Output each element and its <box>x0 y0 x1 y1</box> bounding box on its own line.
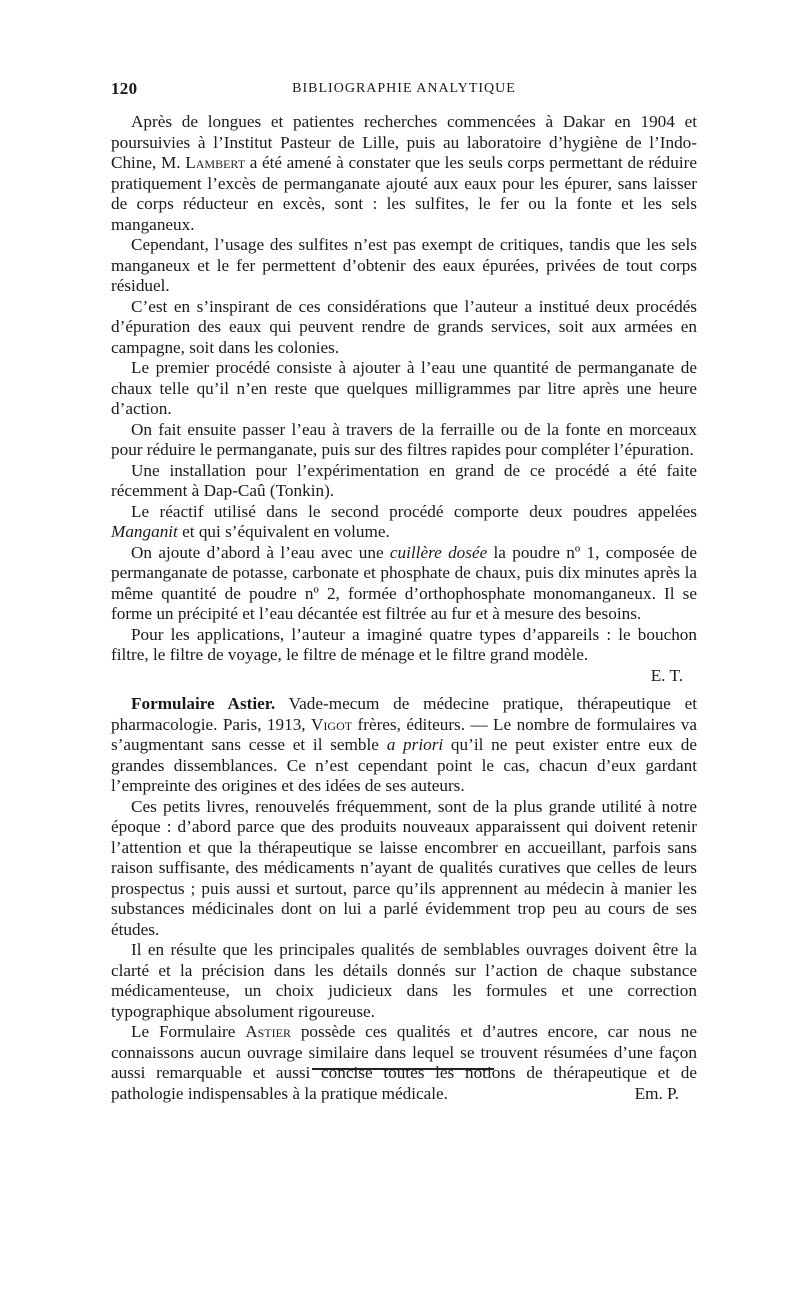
review1-paragraph-8: On ajoute d’abord à l’eau avec une cuillère dosée la poudre nº 1, composée de permanganate de potasse, carbonate et phosphate de chaux, puis dix minutes après la même quantité de poudre nº 2, formée d’orthophosphate monomanganeux. Il se forme un précipité et l’eau décantée est filtrée au fur et à mesure des besoins. <box>111 542 697 623</box>
page-number: 120 <box>111 79 138 98</box>
body-text <box>111 112 697 1104</box>
review2-paragraph-3: Il en résulte que les principales qualités de semblables ouvrages doivent être la clarté et la précision dans les détails donnés sur l’action de chaque substance médicamenteuse, un choix judicieux dans les formules et une correction typographique absolument rigoureuse. <box>111 940 697 1021</box>
review1-signature: E. T. <box>650 665 683 685</box>
author-name: Lambert <box>185 153 246 172</box>
review-title: Formulaire Astier. <box>131 694 276 713</box>
formulary-name: Astier <box>245 1022 291 1041</box>
product-name: Manganit <box>111 522 178 541</box>
running-title: BIBLIOGRAPHIE ANALYTIQUE <box>292 81 516 96</box>
review2-paragraph-1: Formulaire Astier. Vade-mecum de médecine pratique, thérapeutique et pharmacologie. Paris, 1913, Vigot frères, éditeurs. — Le nombre de formulaires va s’augmentant sans cesse et il semble a priori qu’il ne peut exister entre eux de grandes dissemblances. Ce n’est cependant point le cas, chacun d’eux gardant l’empreinte des origines et des idées de ses auteurs. <box>111 694 697 795</box>
review1-paragraph-2: Cependant, l’usage des sulfites n’est pas exempt de critiques, tandis que les sels manganeux et le fer permettent d’obtenir des eaux épurées, privées de tout corps résiduel. <box>111 235 697 295</box>
review1-paragraph-7: Le réactif utilisé dans le second procédé comporte deux poudres appelées Manganit et qui s’équivalent en volume. <box>111 501 697 541</box>
review1-paragraph-9: Pour les applications, l’auteur a imaginé quatre types d’appareils : le bouchon filtre, le filtre de voyage, le filtre de ménage et le filtre grand modèle. <box>111 624 697 664</box>
review1-paragraph-6: Une installation pour l’expérimentation en grand de ce procédé a été faite récemment à Dap-Caû (Tonkin). <box>111 460 697 500</box>
review2-signature: Em. P. <box>634 1083 679 1103</box>
page-header <box>111 79 697 105</box>
review1-paragraph-5: On fait ensuite passer l’eau à travers de la ferraille ou de la fonte en morceaux pour réduire le permanganate, puis sur des filtres rapides pour compléter l’épuration. <box>111 419 697 459</box>
publisher-name: Vigot <box>311 714 353 734</box>
emphasis: cuillère dosée <box>389 542 488 562</box>
review2-paragraph-4: Le Formulaire Astier possède ces qualités et d’autres encore, car nous ne connaissons aucun ouvrage similaire dans lequel se trouvent résumées d’une façon aussi remarquable et aussi concise toutes les notions de thérapeutique et de pathologie indispensables à la pratique médicale. Em. P. <box>111 1022 697 1103</box>
review1-paragraph-1: Après de longues et patientes recherches commencées à Dakar en 1904 et poursuivies à l’Institut Pasteur de Lille, puis au laboratoire d’hygiène de l’Indo-Chine, M. Lambert a été amené à constater que les seuls corps permettant de réduire pratiquement l’excès de permanganate ajouté aux eaux pour les épurer, sans laisser de corps réducteur en excès, sont : les sulfites, le fer ou la fonte et les sels manganeux. <box>111 112 697 234</box>
review1-paragraph-3: C’est en s’inspirant de ces considérations que l’auteur a institué deux procédés d’épuration des eaux qui peuvent rendre de grands services, soit aux armées en campagne, soit dans les colonies. <box>111 296 697 357</box>
end-rule-divider <box>312 1068 494 1070</box>
review1-paragraph-4: Le premier procédé consiste à ajouter à l’eau une quantité de permanganate de chaux telle qu’il n’en reste que quelques milligrammes par litre après une heure d’action. <box>111 358 697 418</box>
review-separator-space <box>111 686 697 694</box>
review2-paragraph-2: Ces petits livres, renouvelés fréquemment, sont de la plus grande utilité à notre époque : d’abord parce que des produits nouveaux apparaissent qui doivent retenir l’attention et que la thérapeutique se laisse encombrer en accueillant, parfois sans raison suffisante, des médicaments n’ayant de qualités curatives que celles de leurs prospectus ; puis aussi et surtout, parce qu’ils apprennent au médecin à manier les substances médicinales dont on lui a parlé évidemment trop peu au cours de ses études. <box>111 796 697 939</box>
emphasis: a priori <box>386 735 444 754</box>
